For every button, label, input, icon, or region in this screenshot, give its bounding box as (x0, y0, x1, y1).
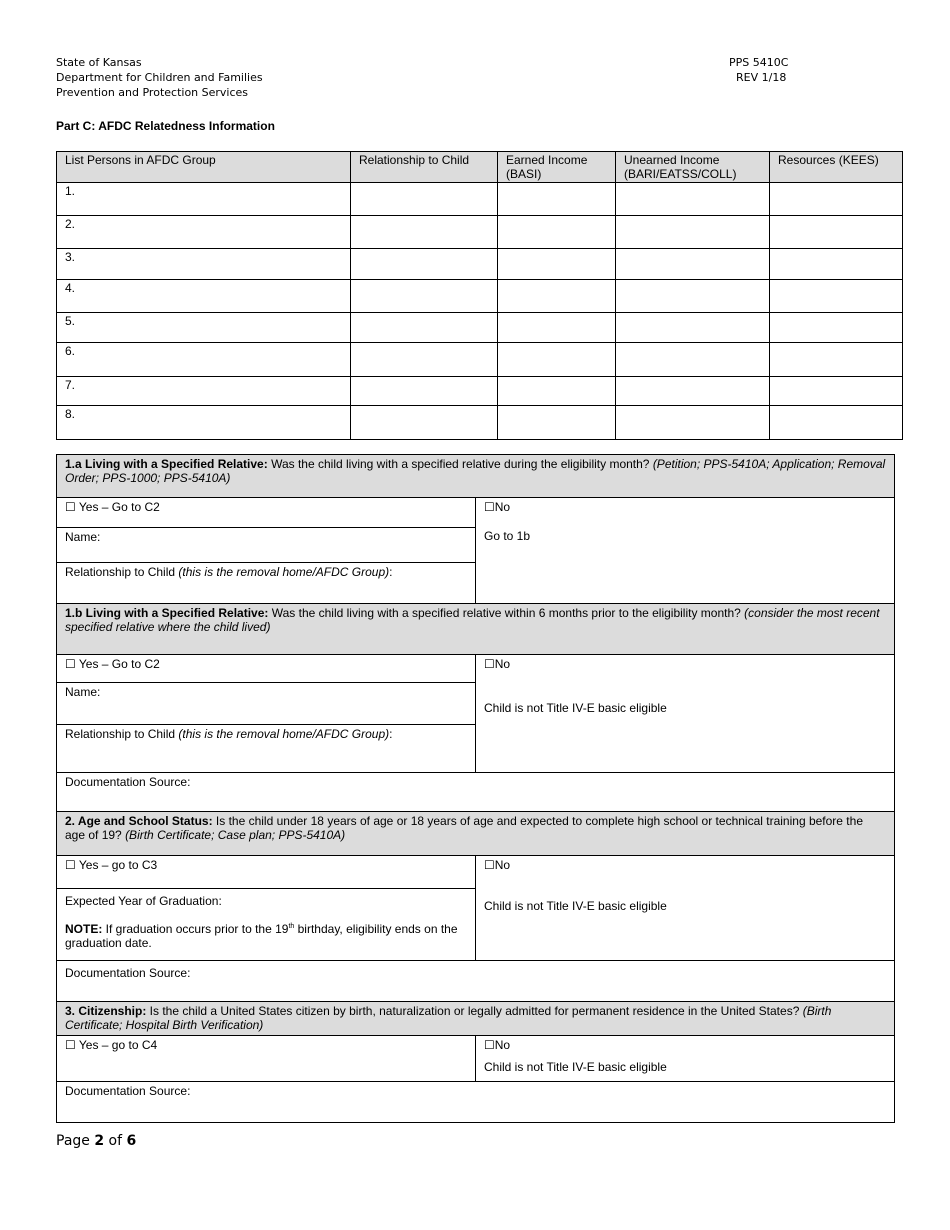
table-input-cell[interactable] (770, 377, 903, 406)
yes-label: Yes – go to C3 (75, 858, 158, 872)
table-input-cell[interactable] (498, 406, 616, 440)
column-header: Unearned Income (BARI/EATSS/COLL) (616, 152, 770, 183)
table-header-row (57, 152, 903, 183)
checkbox-icon[interactable]: ☐ (484, 500, 495, 514)
relationship-label: Relationship to Child (65, 565, 179, 579)
yes-label: Yes – Go to C2 (75, 500, 160, 514)
checkbox-icon[interactable]: ☐ (484, 657, 495, 671)
table-input-cell[interactable] (351, 183, 498, 216)
agency-line: Prevention and Protection Services (56, 86, 249, 99)
table-input-cell[interactable] (498, 377, 616, 406)
graduation-label: Expected Year of Graduation: (65, 894, 222, 908)
section-3-no-cell[interactable] (476, 1035, 894, 1081)
table-input-cell[interactable] (616, 406, 770, 440)
table-input-cell[interactable] (351, 249, 498, 280)
no-result: Child is not Title IV-E basic eligible (484, 701, 667, 715)
part-title: Part C: AFDC Relatedness Information (56, 119, 275, 133)
note-text: If graduation occurs prior to the 19 (102, 922, 289, 936)
section-3-documentation-field[interactable] (57, 1081, 894, 1122)
table-input-cell[interactable] (498, 313, 616, 343)
table-input-cell[interactable] (498, 216, 616, 249)
row-number-cell[interactable]: 4. (57, 280, 351, 313)
column-header: Resources (KEES) (770, 152, 903, 183)
table-input-cell[interactable] (770, 343, 903, 377)
section-1a-no-cell[interactable] (476, 497, 894, 603)
column-header: List Persons in AFDC Group (57, 152, 351, 183)
table-input-cell[interactable] (616, 216, 770, 249)
section-1b-name-field[interactable] (57, 682, 476, 724)
no-label: No (494, 1038, 511, 1052)
section-1b-title: 1.b Living with a Specified Relative: (65, 606, 269, 620)
section-1a-yes-cell[interactable] (57, 497, 476, 527)
eligibility-sections (56, 454, 895, 1123)
note-text: birthday, eligibility ends on the graduation date. (65, 922, 458, 950)
row-number-cell[interactable]: 5. (57, 313, 351, 343)
afdc-group-table (56, 151, 903, 440)
total-pages: 6 (126, 1133, 137, 1149)
documentation-label: Documentation Source: (65, 966, 191, 980)
row-number-cell[interactable]: 1. (57, 183, 351, 216)
table-input-cell[interactable] (351, 280, 498, 313)
table-input-cell[interactable] (498, 343, 616, 377)
table-input-cell[interactable] (616, 343, 770, 377)
table-input-cell[interactable] (770, 280, 903, 313)
table-input-cell[interactable] (498, 249, 616, 280)
of-word: of (104, 1133, 127, 1149)
table-input-cell[interactable] (351, 406, 498, 440)
section-1b-header (57, 603, 894, 654)
table-input-cell[interactable] (351, 313, 498, 343)
row-number-cell[interactable]: 8. (57, 406, 351, 440)
section-1b-yes-cell[interactable] (57, 654, 476, 682)
no-label: No (494, 858, 511, 872)
column-header: Relationship to Child (351, 152, 498, 183)
row-number-cell[interactable]: 7. (57, 377, 351, 406)
table-input-cell[interactable] (616, 280, 770, 313)
table-input-cell[interactable] (616, 313, 770, 343)
checkbox-icon[interactable]: ☐ (65, 1038, 76, 1052)
form-revision: REV 1/18 (736, 71, 787, 84)
relationship-note: (this is the removal home/AFDC Group) (178, 565, 390, 579)
section-1a-title: 1.a Living with a Specified Relative: (65, 457, 268, 471)
table-input-cell[interactable] (770, 406, 903, 440)
form-id-block (729, 55, 788, 85)
relationship-note: (this is the removal home/AFDC Group) (178, 727, 390, 741)
section-2-no-cell[interactable] (476, 855, 894, 960)
note-label: NOTE: (65, 922, 103, 936)
name-label: Name: (65, 530, 101, 544)
section-1b-relationship-field[interactable] (57, 724, 476, 772)
relationship-label: Relationship to Child (65, 727, 179, 741)
no-result: Child is not Title IV-E basic eligible (484, 899, 667, 913)
current-page: 2 (94, 1133, 105, 1149)
table-row (57, 343, 903, 377)
documentation-label: Documentation Source: (65, 775, 191, 789)
no-label: No (494, 657, 511, 671)
checkbox-icon[interactable]: ☐ (65, 657, 76, 671)
table-input-cell[interactable] (351, 343, 498, 377)
relationship-colon: : (389, 565, 393, 579)
checkbox-icon[interactable]: ☐ (484, 1038, 495, 1052)
section-1a-name-field[interactable] (57, 527, 476, 562)
agency-line: State of Kansas (56, 56, 142, 69)
section-1a-relationship-field[interactable] (57, 562, 476, 603)
table-input-cell[interactable] (616, 183, 770, 216)
yes-label: Yes – Go to C2 (75, 657, 160, 671)
table-row (57, 313, 903, 343)
agency-line: Department for Children and Families (56, 71, 263, 84)
section-1a-sources: (Petition; PPS-5410A; Application; Removal Order; PPS-1000; PPS-5410A) (65, 457, 886, 485)
table-row (57, 249, 903, 280)
section-2-question: Is the child under 18 years of age or 18 years of age and expected to complete high school or technical training before the age of 19? (65, 814, 863, 842)
section-2-sources: (Birth Certificate; Case plan; PPS-5410A) (125, 828, 346, 842)
table-input-cell[interactable] (770, 313, 903, 343)
table-input-cell[interactable] (351, 377, 498, 406)
agency-header (56, 55, 263, 100)
checkbox-icon[interactable]: ☐ (484, 858, 495, 872)
section-1a-header (57, 455, 894, 497)
note-superscript: th (288, 923, 295, 930)
no-result: Child is not Title IV-E basic eligible (484, 1060, 667, 1074)
table-input-cell[interactable] (770, 249, 903, 280)
section-2-header (57, 811, 894, 855)
table-input-cell[interactable] (616, 249, 770, 280)
section-2-title: 2. Age and School Status: (65, 814, 213, 828)
table-row (57, 183, 903, 216)
section-3-question: Is the child a United States citizen by birth, naturalization or legally admitted for permanent residence in the United States? (146, 1004, 803, 1018)
table-row (57, 280, 903, 313)
section-2-yes-cell[interactable] (57, 855, 476, 888)
section-1b-question: Was the child living with a specified relative within 6 months prior to the eligibility month? (268, 606, 745, 620)
name-label: Name: (65, 685, 101, 699)
section-1a-question: Was the child living with a specified relative during the eligibility month? (267, 457, 653, 471)
checkbox-icon[interactable]: ☐ (65, 858, 76, 872)
documentation-label: Documentation Source: (65, 1084, 191, 1098)
table-input-cell[interactable] (770, 216, 903, 249)
yes-label: Yes – go to C4 (75, 1038, 158, 1052)
relationship-colon: : (389, 727, 393, 741)
checkbox-icon[interactable]: ☐ (65, 500, 76, 514)
section-1b-sources: (consider the most recent specified relative where the child lived) (65, 606, 880, 634)
table-row (57, 216, 903, 249)
graduation-note (65, 922, 467, 950)
page-word: Page (56, 1133, 95, 1149)
section-2-graduation-field[interactable] (57, 888, 476, 960)
column-header: Earned Income (BASI) (498, 152, 616, 183)
form-id: PPS 5410C (729, 56, 789, 69)
section-3-header (57, 1001, 894, 1035)
no-label: No (494, 500, 511, 514)
table-row (57, 406, 903, 440)
no-result: Go to 1b (484, 529, 531, 543)
table-input-cell[interactable] (498, 280, 616, 313)
table-row (57, 377, 903, 406)
section-1b-documentation-field[interactable] (57, 772, 894, 811)
section-3-sources: (Birth Certificate; Hospital Birth Verification) (65, 1004, 832, 1032)
section-2-documentation-field[interactable] (57, 960, 894, 1001)
row-number-cell[interactable]: 2. (57, 216, 351, 249)
table-input-cell[interactable] (770, 183, 903, 216)
section-3-yes-cell[interactable] (57, 1035, 476, 1081)
section-1b-no-cell[interactable] (476, 654, 894, 772)
table-input-cell[interactable] (351, 216, 498, 249)
page-number (56, 1133, 136, 1149)
table-input-cell[interactable] (498, 183, 616, 216)
row-number-cell[interactable]: 3. (57, 249, 351, 280)
row-number-cell[interactable]: 6. (57, 343, 351, 377)
table-input-cell[interactable] (616, 377, 770, 406)
section-3-title: 3. Citizenship: (65, 1004, 147, 1018)
